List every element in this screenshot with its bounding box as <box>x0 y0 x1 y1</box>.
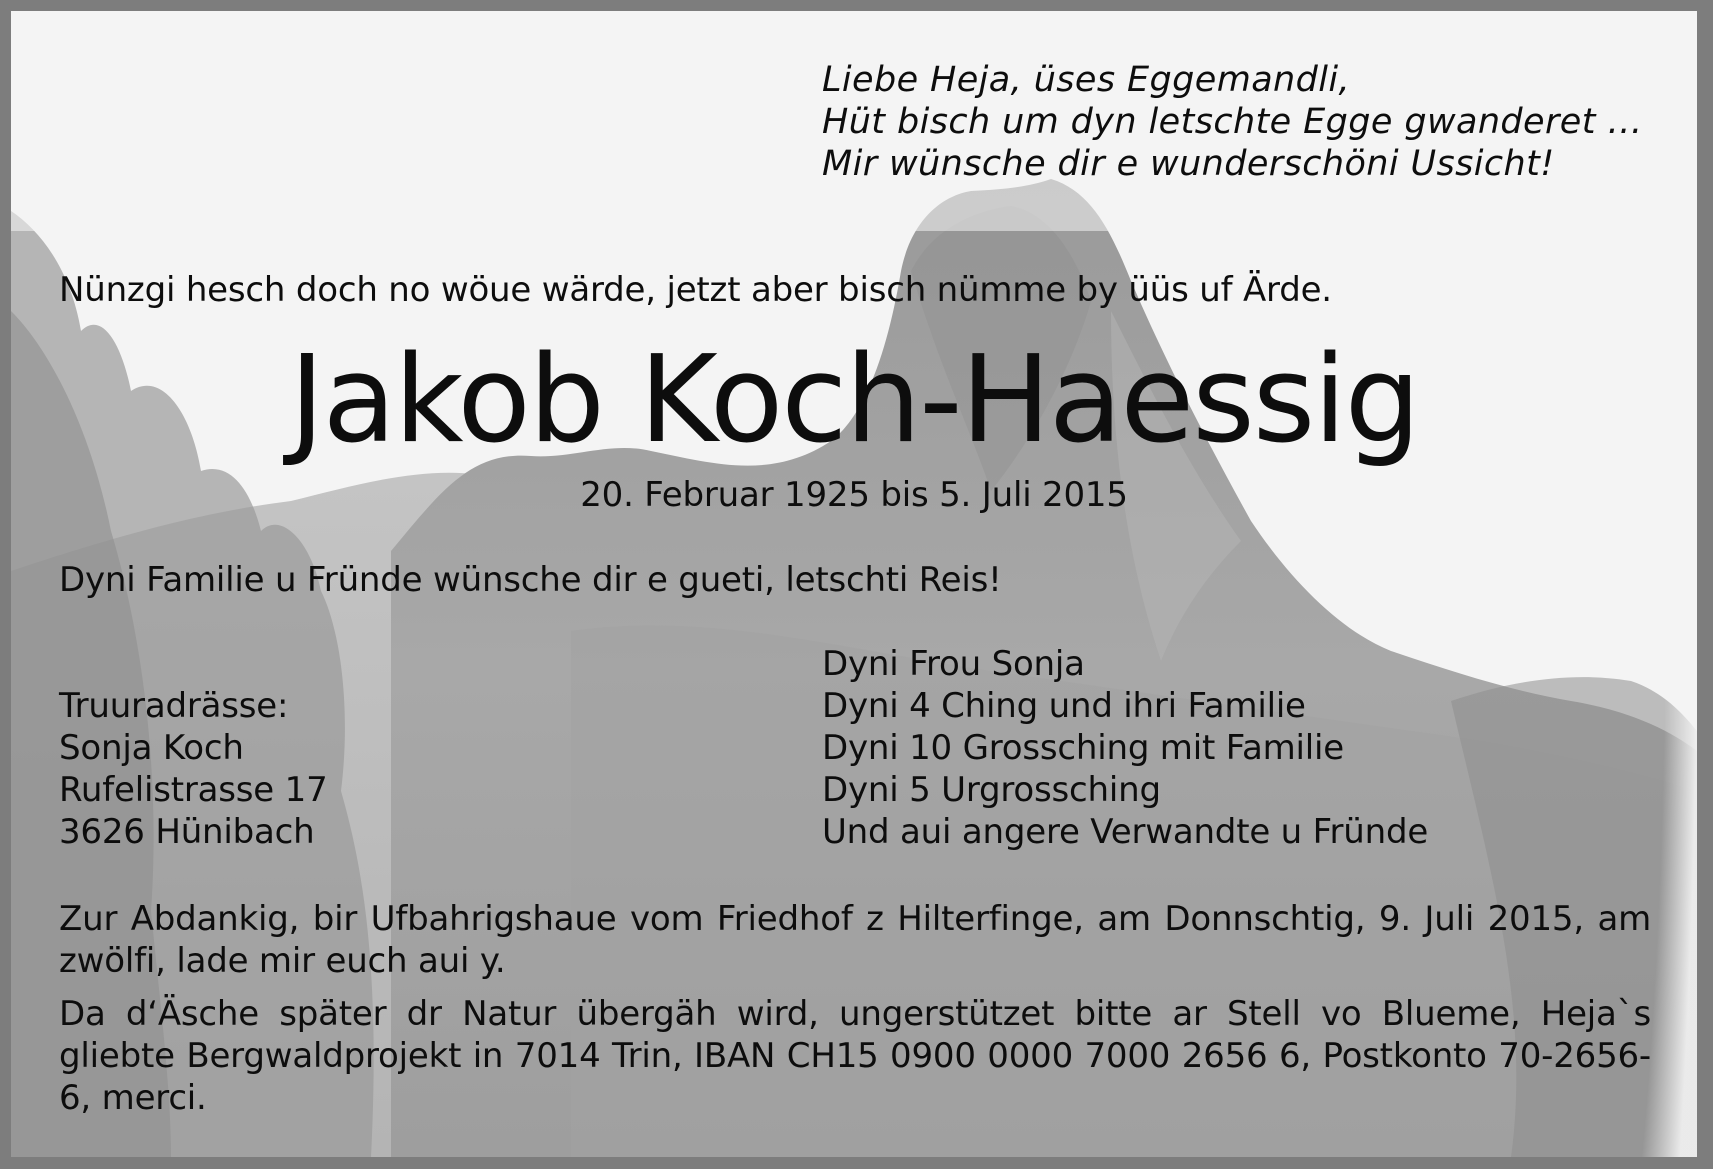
deceased-name: Jakob Koch-Haessig <box>289 331 1419 470</box>
family-line-4: Dyni 5 Urgrossching <box>822 770 1161 810</box>
motto-verse <box>822 59 1643 185</box>
address-line-3: 3626 Hünibach <box>59 812 315 852</box>
family-line-1: Dyni Frou Sonja <box>822 644 1085 684</box>
intro-line: Nünzgi hesch doch no wöue wärde, jetzt aber bisch nümme by üüs uf Ärde. <box>59 270 1332 310</box>
family-line-2: Dyni 4 Ching und ihri Familie <box>822 686 1306 726</box>
family-line-5: Und aui angere Verwandte u Fründe <box>822 812 1429 852</box>
donation-paragraph: Da d‘Äsche später dr Natur übergäh wird, ungerstützet bitte ar Stell vo Blueme, Heja`s gliebte Bergwaldprojekt in 7014 Trin, IBAN CH15 0900 0000 7000 2656 6, Postkonto 70-2656-6, merci. <box>59 994 1651 1118</box>
farewell-wish: Dyni Familie u Fründe wünsche dir e gueti, letschti Reis! <box>59 560 1002 600</box>
address-line-2: Rufelistrasse 17 <box>59 770 328 810</box>
address-heading: Truuradrässe: <box>59 686 289 726</box>
life-dates: 20. Februar 1925 bis 5. Juli 2015 <box>580 475 1128 515</box>
obituary-card <box>11 11 1697 1157</box>
mourning-address <box>59 685 328 853</box>
family-line-3: Dyni 10 Grossching mit Familie <box>822 728 1344 768</box>
service-paragraph: Zur Abdankig, bir Ufbahrigshaue vom Friedhof z Hilterfinge, am Donnschtig, 9. Juli 2015, am zwölfi, lade mir euch aui y. <box>59 899 1651 981</box>
address-line-1: Sonja Koch <box>59 728 244 768</box>
motto-line-3: Mir wünsche dir e wunderschöni Ussicht! <box>822 144 1555 184</box>
motto-line-1: Liebe Heja, üses Eggemandli, <box>822 60 1351 100</box>
motto-line-2: Hüt bisch um dyn letschte Egge gwanderet … <box>822 102 1643 142</box>
family-list <box>822 643 1428 853</box>
